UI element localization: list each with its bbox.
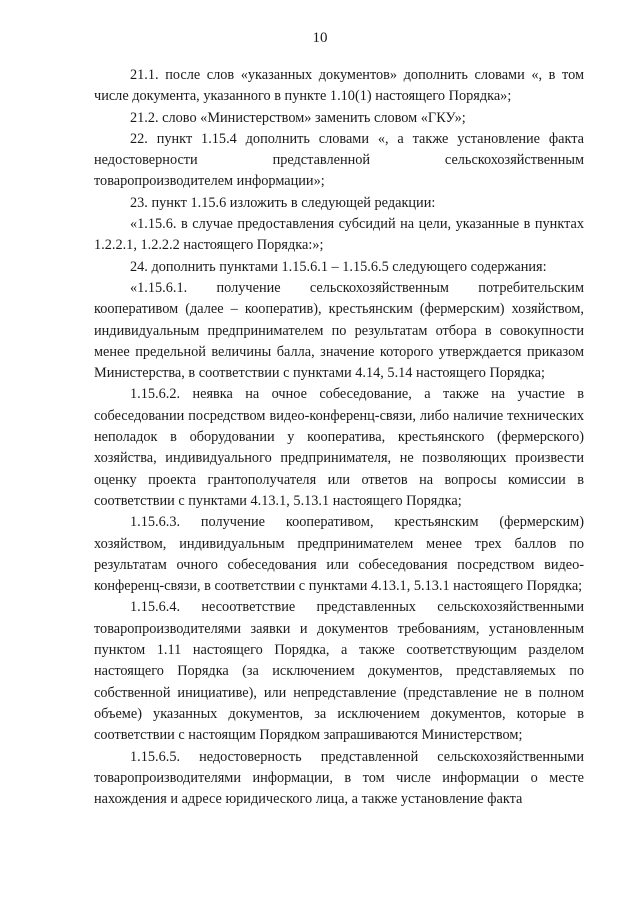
paragraph: «1.15.6. в случае предоставления субсидий на цели, указанные в пунктах 1.2.2.1, 1.2.2.2 настоящего Порядка:»; (94, 216, 584, 254)
paragraph: 21.1. после слов «указанных документов» дополнить словами «, в том числе документа, указанного в пункте 1.10(1) настоящего Порядка»; (94, 67, 584, 105)
paragraph: 1.15.6.2. неявка на очное собеседование, а также на участие в собеседовании посредством видео-конференц-связи, либо наличие технических неполадок в оборудовании у кооператива, крестьянского (фермерского) хозяйства, индивидуального предпринимателя, не позволяющих произвести оценку проекта грантополучателя или ответов на вопросы комиссии в соответствии с пунктами 4.13.1, 5.13.1 настоящего Порядка; (94, 386, 584, 509)
paragraph: 22. пункт 1.15.4 дополнить словами «, а также установление факта недостоверности представленной сельскохозяйственным товаропроизводителем информации»; (94, 130, 584, 190)
paragraph: «1.15.6.1. получение сельскохозяйственным потребительским кооперативом (далее – кооператив), крестьянским (фермерским) хозяйством, индивидуальным предпринимателем по результатам отбора в совокупности менее предельной величины балла, значение которого утверждается приказом Министерства, в соответствии с пунктами 4.14, 5.14 настоящего Порядка; (94, 279, 584, 382)
paragraph: 24. дополнить пунктами 1.15.6.1 – 1.15.6.5 следующего содержания: (130, 258, 547, 275)
paragraph: 1.15.6.4. несоответствие представленных сельскохозяйственными товаропроизводителями заявки и документов требованиям, установленным пунктом 1.11 настоящего Порядка, а также соответствующим разделом настоящего Порядка (за исключением документов, представляемых по собственной инициативе), или непредставление (представление не в полном объеме) указанных документов, за исключением документов, которые в соответствии с настоящим Порядком запрашиваются Министерством; (94, 599, 584, 744)
paragraph: 21.2. слово «Министерством» заменить словом «ГКУ»; (130, 109, 466, 126)
paragraph: 1.15.6.3. получение кооперативом, крестьянским (фермерским) хозяйством, индивидуальным предпринимателем менее трех баллов по результатам очного собеседования или собеседования посредством видео-конференц-связи, в соответствии с пунктами 4.13.1, 5.13.1 настоящего Порядка; (94, 514, 584, 595)
document-body (94, 65, 584, 810)
paragraph: 1.15.6.5. недостоверность представленной сельскохозяйственными товаропроизводителями информации, в том числе информации о месте нахождения и адресе юридического лица, а также установление факта (94, 748, 584, 808)
page-number: 10 (312, 30, 328, 46)
paragraph: 23. пункт 1.15.6 изложить в следующей редакции: (130, 194, 436, 211)
